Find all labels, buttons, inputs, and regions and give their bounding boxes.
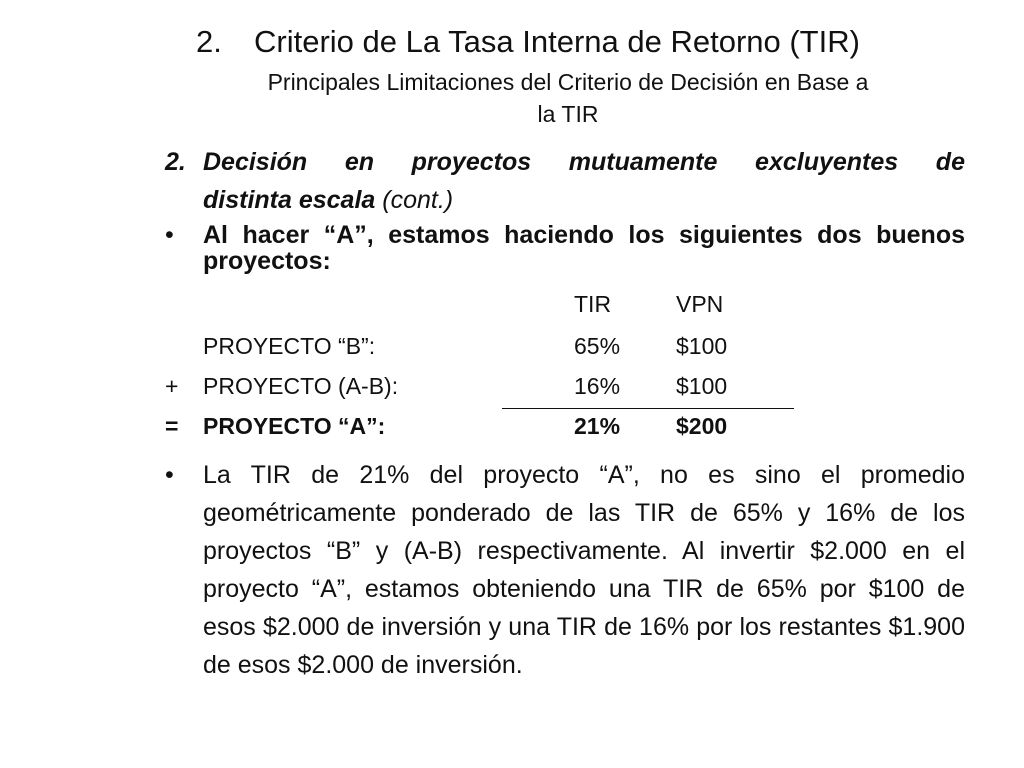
section-heading-text-1: Decisión en proyectos mutuamente excluyentes de	[203, 148, 965, 176]
project-vpn: $100	[676, 333, 728, 359]
vpn-column-header: VPN	[676, 291, 724, 317]
bullet-symbol: •	[165, 221, 174, 249]
slide-title	[196, 22, 860, 62]
table-row	[160, 330, 800, 362]
project-tir: 65%	[574, 333, 621, 359]
table-row	[160, 370, 800, 402]
bullet-2-text: La TIR de 21% del proyecto “A”, no es sino el promedio geométricamente ponderado de las TIR de 65% y 16% de los proyectos “B” y (A-B) respectivamente. Al invertir $2.000 en el proyecto “A”, estamos obteniendo una TIR de 65% por $100 de esos $2.000 de inversión y una TIR de 16% por los restantes $1.900 de esos $2.000 de inversión.	[203, 461, 965, 679]
row-operator: +	[165, 373, 179, 399]
section-heading-line-2	[165, 181, 965, 219]
project-name: PROYECTO “B”:	[203, 333, 376, 359]
sum-divider-line	[502, 408, 794, 409]
tir-column-header: TIR	[574, 291, 612, 317]
title-text: Criterio de La Tasa Interna de Retorno (TIR)	[254, 24, 860, 59]
section-heading-text-2: distinta escala	[203, 186, 376, 214]
section-number: 2.	[165, 148, 186, 176]
project-tir: 16%	[574, 373, 621, 399]
project-tir: 21%	[574, 413, 621, 439]
slide-subtitle	[180, 66, 956, 130]
section-heading-line-1	[165, 143, 965, 181]
row-operator: =	[165, 413, 179, 439]
project-name: PROYECTO “A”:	[203, 413, 386, 439]
project-comparison-table	[160, 284, 800, 444]
bullet-point-2	[165, 456, 965, 684]
section-heading	[165, 143, 965, 219]
title-number: 2.	[196, 24, 222, 59]
project-name: PROYECTO (A-B):	[203, 373, 399, 399]
bullet-symbol: •	[165, 461, 174, 489]
section-heading-suffix: (cont.)	[382, 186, 454, 214]
subtitle-line-2: la TIR	[537, 101, 599, 127]
bullet-point-1	[165, 222, 965, 274]
table-total-row	[160, 410, 800, 442]
subtitle-line-1: Principales Limitaciones del Criterio de Decisión en Base a	[267, 69, 869, 95]
project-vpn: $100	[676, 373, 728, 399]
table-header-row	[160, 288, 800, 320]
bullet-1-text: Al hacer “A”, estamos haciendo los siguientes dos buenos proyectos:	[203, 221, 965, 275]
project-vpn: $200	[676, 413, 728, 439]
